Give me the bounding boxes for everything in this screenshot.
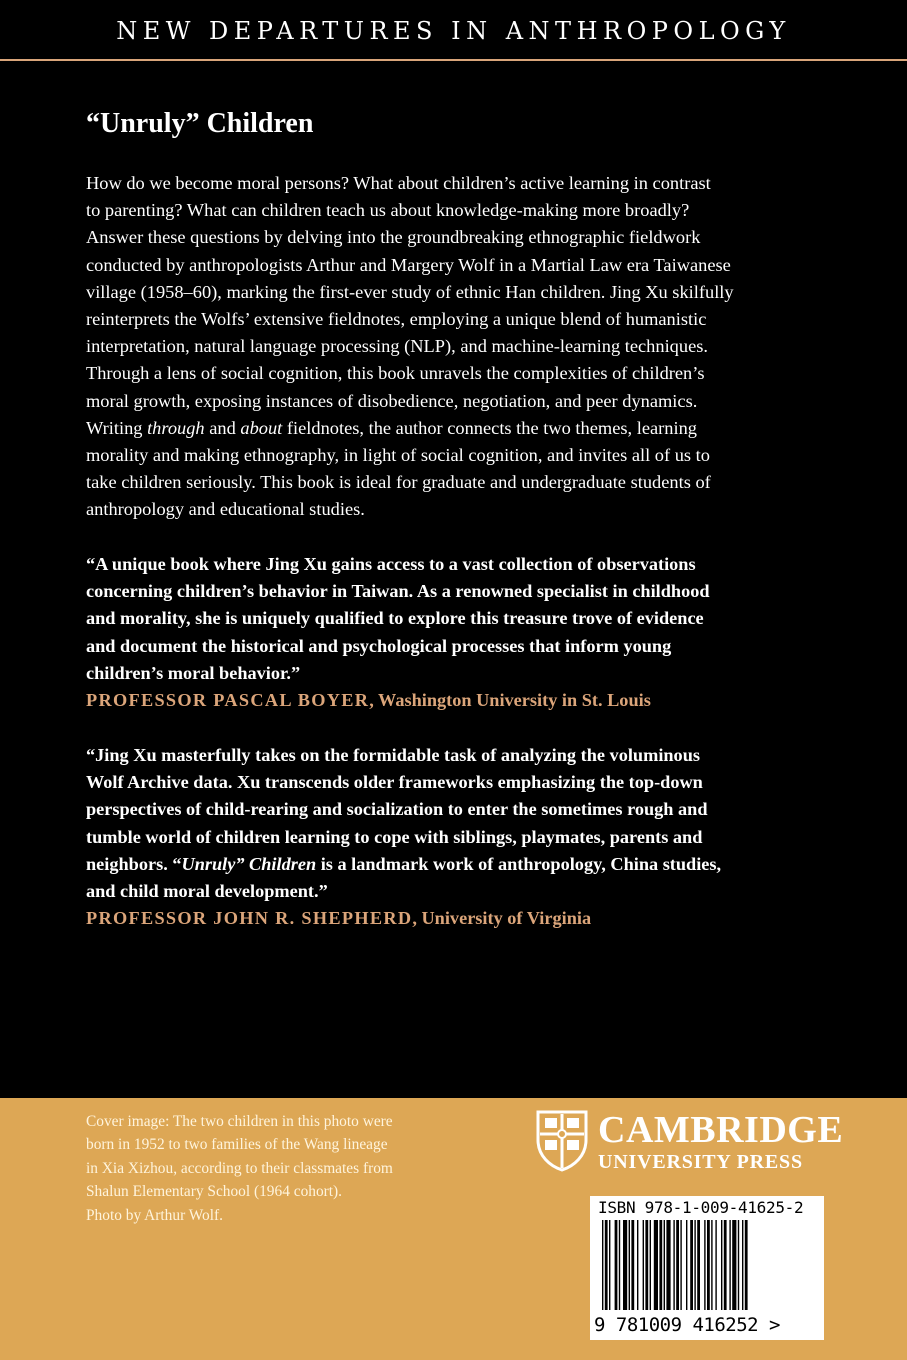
credit-line: Shalun Elementary School (1964 cohort).: [86, 1183, 343, 1201]
publisher-name: CAMBRIDGE: [598, 1109, 844, 1151]
barcode-bar: [650, 1220, 651, 1310]
quote-line: perspectives of child-rearing and socialization to enter the sometimes rough and: [86, 799, 708, 820]
book-title: “Unruly” Children: [86, 108, 314, 139]
barcode-bar: [738, 1220, 739, 1310]
description-line: interpretation, natural language processing (NLP), and machine-learning techniques.: [86, 336, 708, 357]
endorser-institution: , Washington University in St. Louis: [369, 690, 651, 711]
endorser-institution: , University of Virginia: [412, 908, 592, 929]
quote-line: concerning children’s behavior in Taiwan. As a renowned specialist in childhood: [86, 581, 710, 602]
barcode-bar: [643, 1220, 644, 1310]
shield-icon: [536, 1110, 588, 1172]
barcode-bar: [711, 1220, 712, 1310]
endorsement-shepherd: [86, 742, 826, 932]
barcode-bar: [666, 1220, 670, 1310]
italic-about: about: [240, 417, 283, 438]
endorser-attribution: [86, 687, 826, 714]
barcode-bar: [609, 1220, 610, 1310]
description-line: take children seriously. This book is ideal for graduate and undergraduate students of: [86, 472, 711, 493]
description-line: How do we become moral persons? What about children’s active learning in contrast: [86, 173, 711, 193]
quote-line: and child moral development.”: [86, 881, 328, 902]
credit-line: Cover image: The two children in this photo were: [86, 1113, 393, 1130]
barcode-bar: [715, 1220, 716, 1310]
barcode-bar: [659, 1220, 662, 1310]
barcode-bar: [697, 1220, 700, 1310]
quote-line: children’s moral behavior.”: [86, 662, 301, 683]
text-segment: fieldnotes, the author connects the two themes, learning: [282, 417, 697, 438]
barcode-bar: [745, 1220, 748, 1310]
endorser-name: PROFESSOR JOHN R. SHEPHERD: [86, 908, 413, 929]
description-line: village (1958–60), marking the first-ever study of ethnic Han children. Jing Xu skilfully: [86, 281, 734, 302]
description-line: moral growth, exposing instances of disobedience, negotiation, and peer dynamics.: [86, 390, 698, 411]
barcode-bar: [615, 1220, 618, 1310]
endorsement-boyer: [86, 551, 826, 714]
description-line: conducted by anthropologists Arthur and Margery Wolf in a Martial Law era Taiwanese: [86, 254, 731, 275]
barcode-bar: [680, 1220, 681, 1310]
barcode-bar: [631, 1220, 634, 1310]
italic-book-title: Unruly” Children: [181, 853, 317, 874]
barcode-bar: [707, 1220, 710, 1310]
text-segment: neighbors. “: [86, 853, 182, 874]
quote-line: “A unique book where Jing Xu gains access to a vast collection of observations: [86, 554, 696, 574]
cover-image-credit: [86, 1110, 486, 1227]
quote-line: [86, 851, 826, 878]
barcode-bar: [729, 1220, 730, 1310]
description-line: Through a lens of social cognition, this book unravels the complexities of children’s: [86, 363, 705, 384]
credit-line: Photo by Arthur Wolf.: [86, 1206, 223, 1224]
description-line: anthropology and educational studies.: [86, 499, 365, 520]
barcode-bar: [673, 1220, 674, 1310]
quote-line: “Jing Xu masterfully takes on the formidable task of analyzing the voluminous: [86, 745, 700, 765]
barcode-bar: [623, 1220, 627, 1310]
barcode-bar: [724, 1220, 727, 1310]
quote-line: Wolf Archive data. Xu transcends older frameworks emphasizing the top-down: [86, 772, 703, 793]
barcode-bar: [686, 1220, 687, 1310]
description-line: [86, 415, 832, 442]
barcode-bar: [704, 1220, 705, 1310]
barcode-bar: [732, 1220, 736, 1310]
credit-line: in Xia Xizhou, according to their classmates from: [86, 1159, 393, 1177]
barcode-bar: [602, 1220, 603, 1310]
publisher-logo: [536, 1109, 844, 1176]
barcode-bar: [690, 1220, 693, 1310]
barcode-bar: [676, 1220, 679, 1310]
barcode-bar: [721, 1220, 722, 1310]
barcode-bar: [694, 1220, 695, 1310]
description-line: to parenting? What can children teach us about knowledge-making more broadly?: [86, 200, 690, 221]
quote-line: tumble world of children learning to cope with siblings, playmates, parents and: [86, 826, 703, 847]
italic-through: through: [147, 417, 205, 438]
description-line: Answer these questions by delving into the groundbreaking ethnographic fieldwork: [86, 227, 701, 248]
isbn-label: ISBN 978-1-009-41625-2: [598, 1198, 804, 1217]
barcode-bar: [645, 1220, 648, 1310]
endorser-name: PROFESSOR PASCAL BOYER: [86, 690, 370, 711]
book-description: [86, 170, 832, 524]
series-divider: [0, 59, 907, 61]
barcode-bar: [742, 1220, 743, 1310]
barcode-bar: [619, 1220, 620, 1310]
barcode-bar: [629, 1220, 630, 1310]
text-segment: is a landmark work of anthropology, China studies,: [316, 853, 722, 874]
description-line: reinterprets the Wolfs’ extensive fieldnotes, employing a unique blend of humanistic: [86, 309, 707, 330]
barcode-bars: [602, 1220, 812, 1314]
endorser-attribution: [86, 905, 826, 932]
description-line: morality and making ethnography, in light of social cognition, and invites all of us to: [86, 445, 710, 466]
quote-line: and document the historical and psychological processes that inform young: [86, 635, 672, 656]
quote-line: and morality, she is uniquely qualified to explore this treasure trove of evidence: [86, 608, 704, 629]
barcode-digits: 9 781009 416252 >: [594, 1314, 780, 1336]
barcode-bar: [605, 1220, 608, 1310]
barcode-bar: [664, 1220, 665, 1310]
barcode-panel: [590, 1196, 824, 1340]
barcode-bar: [637, 1220, 638, 1310]
publisher-subname: UNIVERSITY PRESS: [598, 1151, 803, 1173]
credit-line: born in 1952 to two families of the Wang lineage: [86, 1136, 388, 1154]
text-segment: Writing: [86, 417, 148, 438]
series-title: NEW DEPARTURES IN ANTHROPOLOGY: [116, 17, 791, 45]
text-segment: and: [204, 417, 241, 438]
barcode-bar: [654, 1220, 658, 1310]
